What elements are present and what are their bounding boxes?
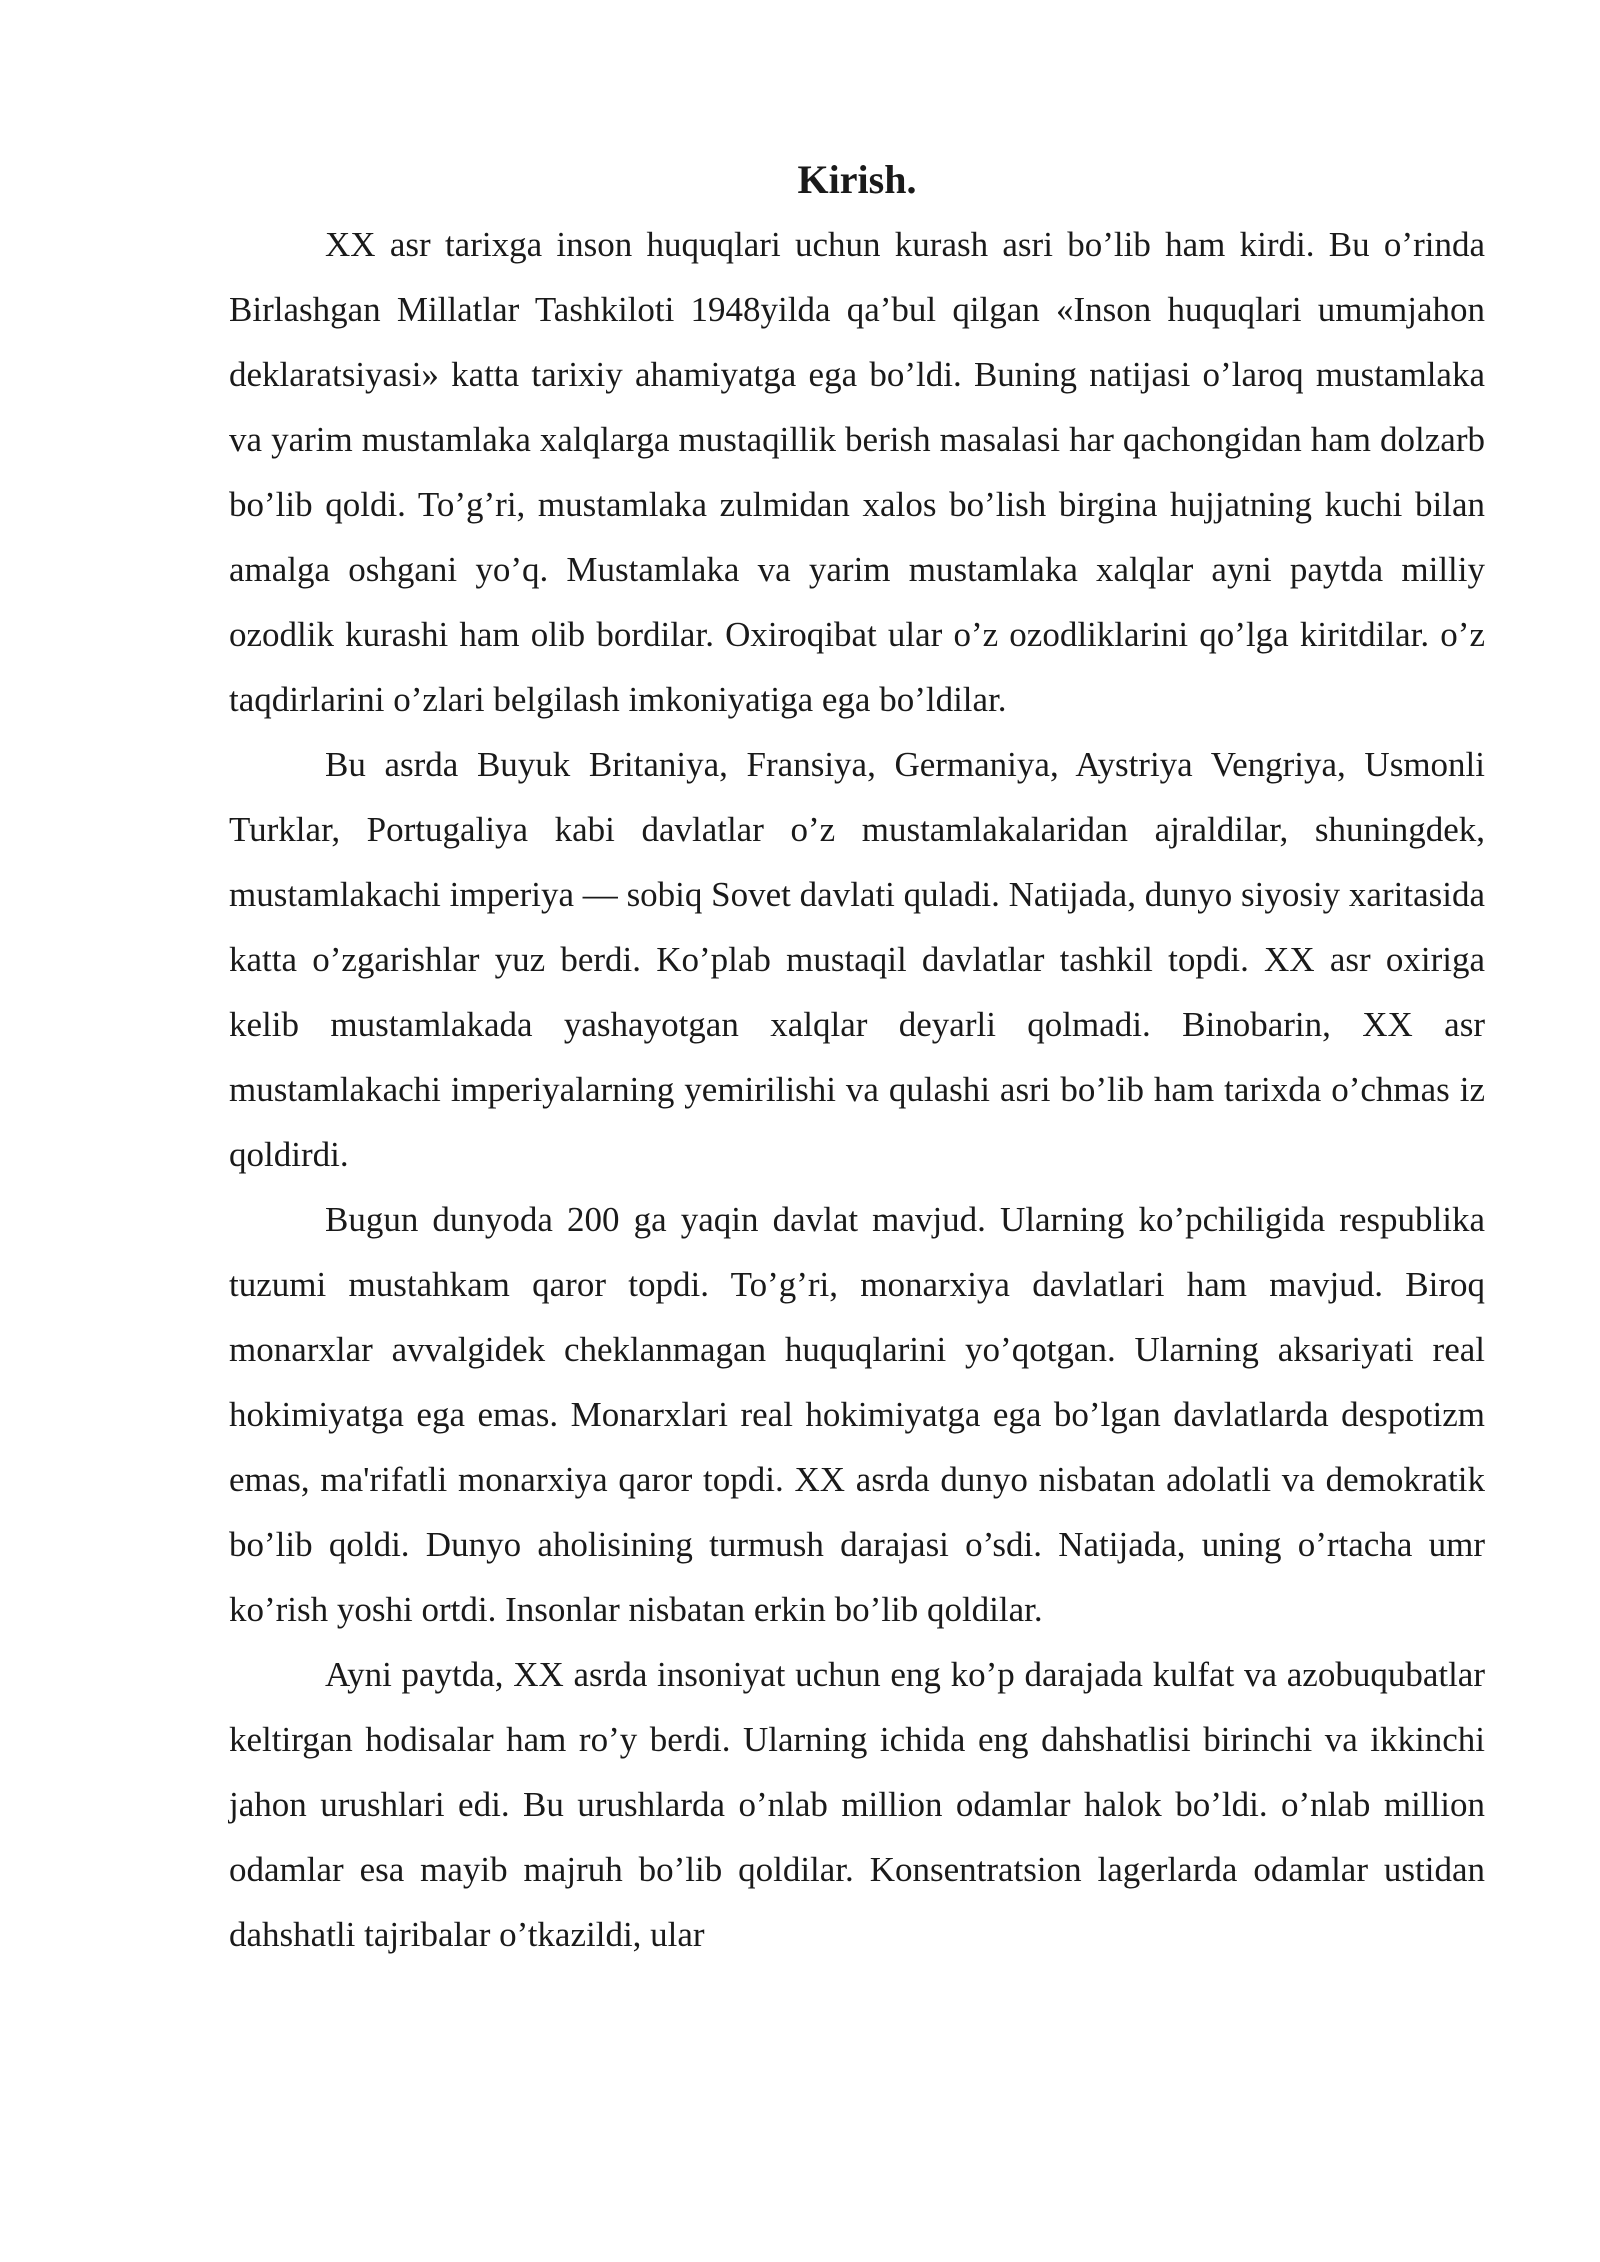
paragraph-3: Bugun dunyoda 200 ga yaqin davlat mavjud. Ularning ko’pchiligida respublika tuzumi mustahkam qaror topdi. To’g’ri, monarxiya davlatlari ham mavjud. Biroq monarxlar avvalgidek cheklanmagan huquqlarini yo’qotgan. Ularning aksariyati real hokimiyatga ega emas. Monarxlari real hokimiyatga ega bo’lgan davlatlarda despotizm emas, ma'rifatli monarxiya qaror topdi. XX asrda dunyo nisbatan adolatli va demokratik bo’lib qoldi. Dunyo aholisining turmush darajasi o’sdi. Natijada, uning o’rtacha umr ko’rish yoshi ortdi. Insonlar nisbatan erkin bo’lib qoldilar. xyxy=(229,1200,1485,1629)
paragraph-2: Bu asrda Buyuk Britaniya, Fransiya, Germaniya, Aystriya Vengriya, Usmonli Turklar, Portugaliya kabi davlatlar o’z mustamlakalaridan ajraldilar, shuningdek, mustamlakachi imperiya — sobiq Sovet davlati quladi. Natijada, dunyo siyosiy xaritasida katta o’zgarishlar yuz berdi. Ko’plab mustaqil davlatlar tashkil topdi. XX asr oxiriga kelib mustamlakada yashayotgan xalqlar deyarli qolmadi. Binobarin, XX asr mustamlakachi imperiyalarning yemirilishi va qulashi asri bo’lib ham tarixda o’chmas iz qoldirdi. xyxy=(229,745,1485,1174)
paragraph-4: Ayni paytda, XX asrda insoniyat uchun eng ko’p darajada kulfat va azobuqubatlar keltirgan hodisalar ham ro’y berdi. Ularning ichida eng dahshatlisi birinchi va ikkinchi jahon urushlari edi. Bu urushlarda o’nlab million odamlar halok bo’ldi. o’nlab million odamlar esa mayib majruh bo’lib qoldilar. Konsentratsion lagerlarda odamlar ustidan dahshatli tajribalar o’tkazildi, ular xyxy=(229,1655,1485,1954)
page-title: Kirish. xyxy=(797,157,917,202)
paragraph-1: XX asr tarixga inson huquqlari uchun kurash asri bo’lib ham kirdi. Bu o’rinda Birlashgan Millatlar Tashkiloti 1948yilda qa’bul qilgan «Inson huquqlari umumjahon deklaratsiyasi» katta tarixiy ahamiyatga ega bo’ldi. Buning natijasi o’laroq mustamlaka va yarim mustamlaka xalqlarga mustaqillik berish masalasi har qachongidan ham dolzarb bo’lib qoldi. To’g’ri, mustamlaka zulmidan xalos bo’lish birgina hujjatning kuchi bilan amalga oshgani yo’q. Mustamlaka va yarim mustamlaka xalqlar ayni paytda milliy ozodlik kurashi ham olib bordilar. Oxiroqibat ular o’z ozodliklarini qo’lga kiritdilar. o’z taqdirlarini o’zlari belgilash imkoniyatiga ega bo’ldilar. xyxy=(229,225,1485,719)
document-body xyxy=(229,150,1485,1967)
